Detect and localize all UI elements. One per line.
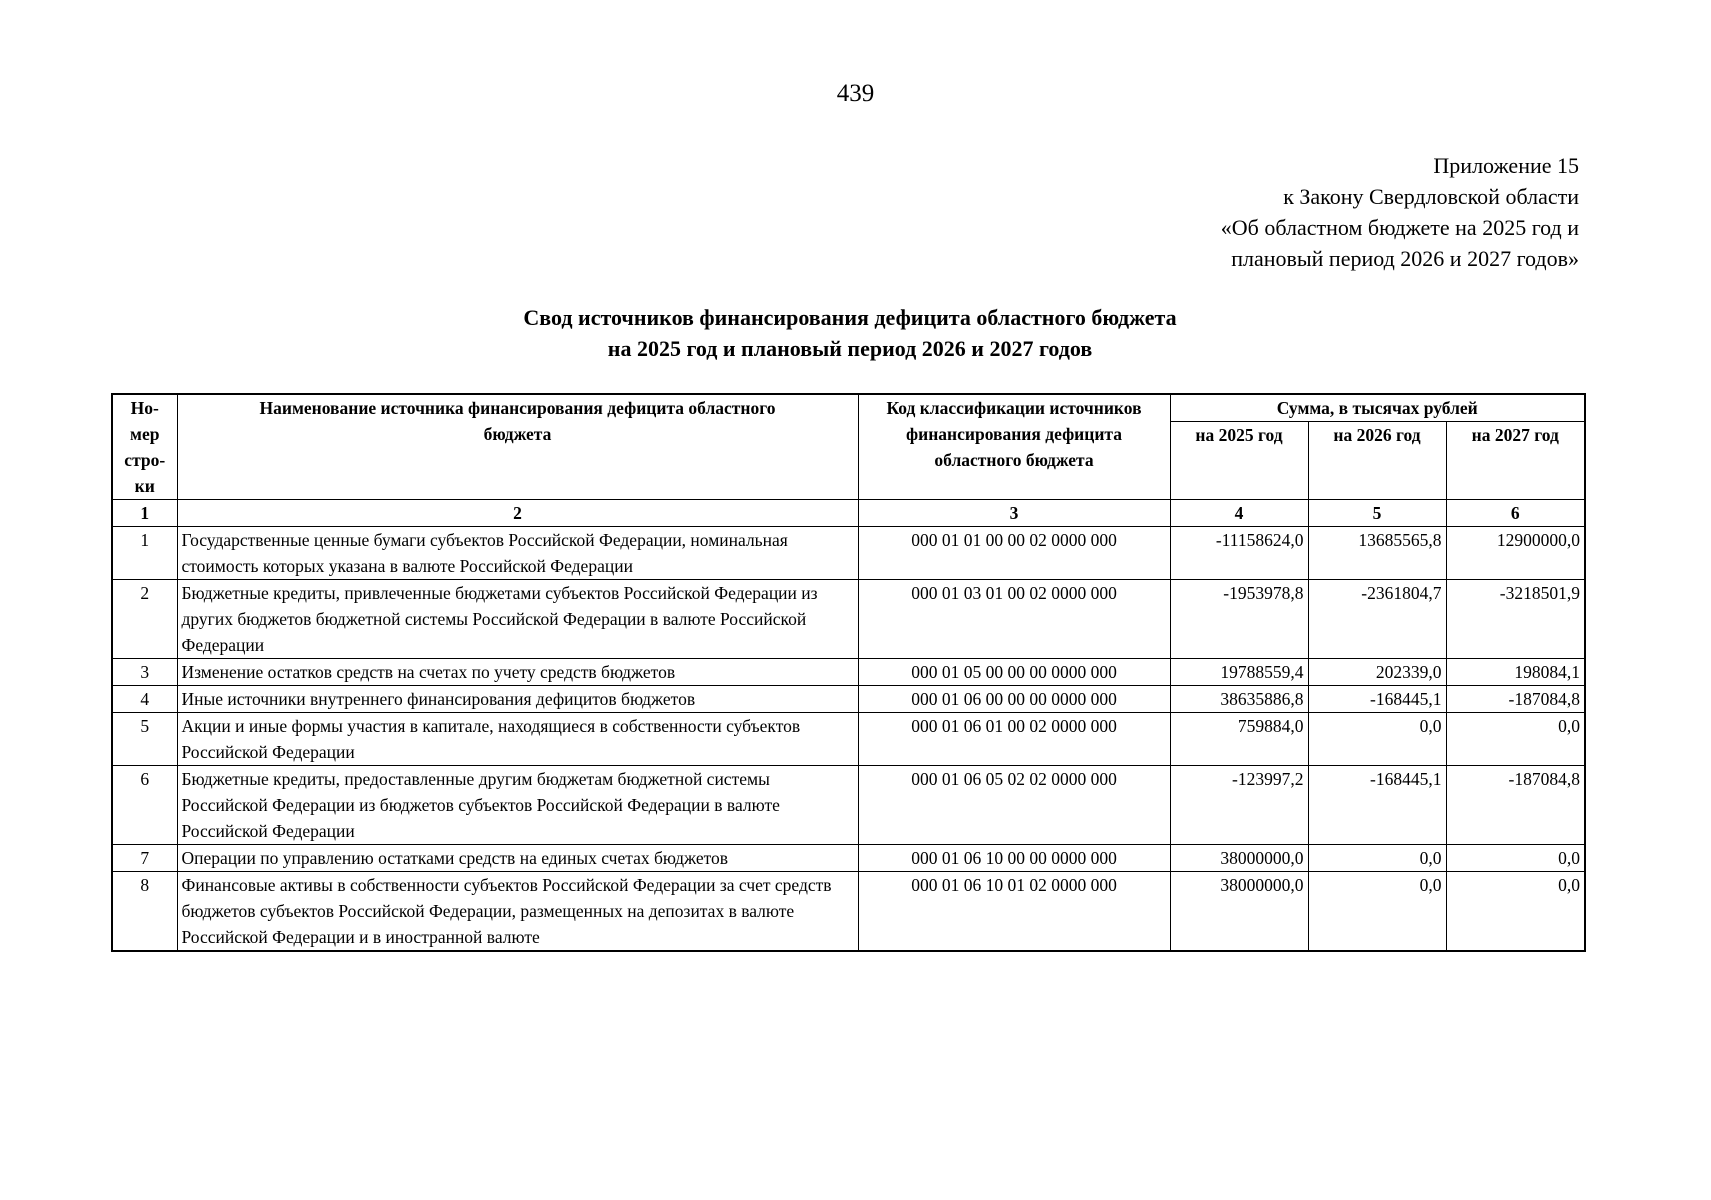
value-2027: 0,0 xyxy=(1446,713,1585,766)
value-2026: -168445,1 xyxy=(1308,686,1446,713)
source-name: Иные источники внутреннего финансирования дефицитов бюджетов xyxy=(177,686,858,713)
value-2027: -187084,8 xyxy=(1446,766,1585,845)
header-classification-code: Код классификации источников финансирования дефицита областного бюджета xyxy=(858,394,1170,500)
classification-code: 000 01 03 01 00 02 0000 000 xyxy=(858,580,1170,659)
value-2025: -11158624,0 xyxy=(1170,527,1308,580)
classification-code: 000 01 06 10 00 00 0000 000 xyxy=(858,845,1170,872)
header-row-number: Но- мер стро- ки xyxy=(112,394,177,500)
appendix-note xyxy=(1221,150,1579,274)
column-number: 1 xyxy=(112,500,177,527)
source-name: Изменение остатков средств на счетах по учету средств бюджетов xyxy=(177,659,858,686)
value-2026: 0,0 xyxy=(1308,872,1446,952)
header-year-2027: на 2027 год xyxy=(1446,422,1585,500)
value-2026: -168445,1 xyxy=(1308,766,1446,845)
column-number: 5 xyxy=(1308,500,1446,527)
source-name: Акции и иные формы участия в капитале, находящиеся в собственности субъектов Российской Федерации xyxy=(177,713,858,766)
table-row xyxy=(112,766,1585,845)
appendix-line: Приложение 15 xyxy=(1433,153,1579,178)
table-row xyxy=(112,713,1585,766)
source-name: Бюджетные кредиты, привлеченные бюджетами субъектов Российской Федерации из других бюджетов бюджетной системы Российской Федерации в валюте Российской Федерации xyxy=(177,580,858,659)
value-2025: 38000000,0 xyxy=(1170,845,1308,872)
header-source-name: Наименование источника финансирования дефицита областного бюджета xyxy=(177,394,858,500)
classification-code: 000 01 06 05 02 02 0000 000 xyxy=(858,766,1170,845)
value-2027: -3218501,9 xyxy=(1446,580,1585,659)
row-number: 2 xyxy=(112,580,177,659)
value-2026: -2361804,7 xyxy=(1308,580,1446,659)
row-number: 8 xyxy=(112,872,177,952)
source-name: Государственные ценные бумаги субъектов Российской Федерации, номинальная стоимость которых указана в валюте Российской Федерации xyxy=(177,527,858,580)
row-number: 7 xyxy=(112,845,177,872)
table-row xyxy=(112,580,1585,659)
column-number: 2 xyxy=(177,500,858,527)
value-2027: 0,0 xyxy=(1446,845,1585,872)
value-2026: 202339,0 xyxy=(1308,659,1446,686)
classification-code: 000 01 01 00 00 02 0000 000 xyxy=(858,527,1170,580)
source-name: Операции по управлению остатками средств на единых счетах бюджетов xyxy=(177,845,858,872)
table-row xyxy=(112,872,1585,952)
budget-sources-table xyxy=(111,393,1586,952)
value-2025: 759884,0 xyxy=(1170,713,1308,766)
value-2026: 13685565,8 xyxy=(1308,527,1446,580)
classification-code: 000 01 06 00 00 00 0000 000 xyxy=(858,686,1170,713)
value-2025: 38635886,8 xyxy=(1170,686,1308,713)
value-2027: 198084,1 xyxy=(1446,659,1585,686)
source-name: Финансовые активы в собственности субъектов Российской Федерации за счет средств бюджетов субъектов Российской Федерации, размещенных на депозитах в валюте Российской Федерации и в иностранной валюте xyxy=(177,872,858,952)
header-row xyxy=(112,394,1585,422)
table-row xyxy=(112,659,1585,686)
table-row xyxy=(112,686,1585,713)
page-number: 439 xyxy=(836,80,875,107)
value-2027: -187084,8 xyxy=(1446,686,1585,713)
value-2027: 0,0 xyxy=(1446,872,1585,952)
value-2025: 19788559,4 xyxy=(1170,659,1308,686)
row-number: 5 xyxy=(112,713,177,766)
column-number: 4 xyxy=(1170,500,1308,527)
appendix-line: плановый период 2026 и 2027 годов» xyxy=(1231,246,1579,271)
header-year-2026: на 2026 год xyxy=(1308,422,1446,500)
appendix-line: «Об областном бюджете на 2025 год и xyxy=(1220,215,1579,240)
column-number: 3 xyxy=(858,500,1170,527)
value-2025: -123997,2 xyxy=(1170,766,1308,845)
column-number: 6 xyxy=(1446,500,1585,527)
value-2025: -1953978,8 xyxy=(1170,580,1308,659)
header-sum: Сумма, в тысячах рублей xyxy=(1170,394,1585,422)
value-2026: 0,0 xyxy=(1308,713,1446,766)
classification-code: 000 01 05 00 00 00 0000 000 xyxy=(858,659,1170,686)
row-number: 1 xyxy=(112,527,177,580)
header-year-2025: на 2025 год xyxy=(1170,422,1308,500)
value-2027: 12900000,0 xyxy=(1446,527,1585,580)
table-row xyxy=(112,527,1585,580)
classification-code: 000 01 06 01 00 02 0000 000 xyxy=(858,713,1170,766)
table-row xyxy=(112,845,1585,872)
source-name: Бюджетные кредиты, предоставленные другим бюджетам бюджетной системы Российской Федерации из бюджетов субъектов Российской Федерации в валюте Российской Федерации xyxy=(177,766,858,845)
document-title xyxy=(450,302,1250,364)
title-line: Свод источников финансирования дефицита областного бюджета xyxy=(523,305,1177,330)
row-number: 6 xyxy=(112,766,177,845)
row-number: 3 xyxy=(112,659,177,686)
classification-code: 000 01 06 10 01 02 0000 000 xyxy=(858,872,1170,952)
value-2025: 38000000,0 xyxy=(1170,872,1308,952)
appendix-line: к Закону Свердловской области xyxy=(1283,184,1579,209)
column-number-row xyxy=(112,500,1585,527)
row-number: 4 xyxy=(112,686,177,713)
value-2026: 0,0 xyxy=(1308,845,1446,872)
title-line: на 2025 год и плановый период 2026 и 2027 годов xyxy=(607,336,1093,361)
